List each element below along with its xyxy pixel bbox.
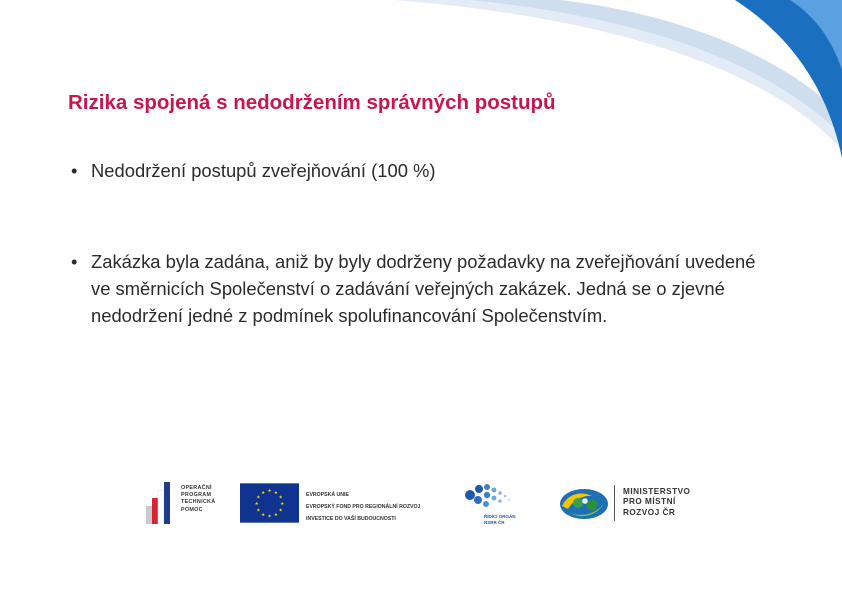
eu-flag-icon [240, 483, 299, 523]
svg-text:★: ★ [273, 490, 278, 496]
bullet-text: Zakázka byla zadána, aniž by byly dodrženy požadavky na zveřejňování uvedené ve směrnicích Společenství o zadávání veřejných zakázek. Jedná se o zjevné nedodržení jedné z podmínek spolufinancování Společenstvím. [91, 251, 756, 326]
logo-text-line: MINISTERSTVO [623, 487, 691, 496]
operacni-program-text [181, 485, 215, 514]
svg-text:★: ★ [278, 495, 283, 501]
svg-text:★: ★ [254, 501, 259, 507]
logo-text-line: POMOC [181, 506, 203, 513]
svg-text:★: ★ [278, 508, 283, 514]
bullet-marker: • [71, 160, 78, 181]
bullet-text: Nedodržení postupů zveřejňování (100 %) [91, 160, 436, 181]
logo-text-line: INVESTICE DO VAŠÍ BUDOUCNOSTI [306, 516, 396, 522]
logo-text-line: PRO MÍSTNÍ [623, 497, 676, 507]
logo-text-line: ŘÍDÍCÍ ORGÁN [484, 514, 516, 519]
logo-text-line: EVROPSKÝ FOND PRO REGIONÁLNÍ ROZVOJ [306, 504, 421, 510]
bullet-item [71, 157, 631, 184]
logo-text-line: NSRR ČR [484, 520, 505, 525]
ridici-organ-text [484, 514, 516, 526]
svg-text:★: ★ [261, 490, 266, 496]
bullet-marker: • [71, 251, 78, 272]
mmr-text [623, 487, 690, 518]
logo-text-line: EVROPSKÁ UNIE [306, 492, 349, 498]
logo-text-line: ROZVOJ ČR [623, 507, 676, 517]
logo-strip [140, 478, 720, 528]
svg-text:★: ★ [273, 513, 278, 519]
bullet-item [71, 248, 761, 329]
svg-text:★: ★ [256, 495, 261, 501]
svg-text:★: ★ [267, 489, 272, 495]
mmr-logo-icon [558, 487, 610, 521]
logo-divider [614, 485, 615, 521]
logo-text-line: PROGRAM [181, 492, 212, 499]
bar-chart-logo-icon [146, 480, 172, 524]
dot-cluster-logo-icon [462, 481, 524, 517]
svg-text:★: ★ [261, 513, 266, 519]
slide-title: Rizika spojená s nedodržením správných postupů [68, 91, 556, 114]
svg-text:★: ★ [267, 514, 272, 520]
logo-text-line: OPERAČNÍ [181, 485, 212, 491]
evropska-unie-text [306, 489, 420, 525]
svg-text:★: ★ [280, 501, 285, 507]
logo-text-line: TECHNICKÁ [181, 499, 216, 506]
svg-text:★: ★ [256, 508, 261, 514]
